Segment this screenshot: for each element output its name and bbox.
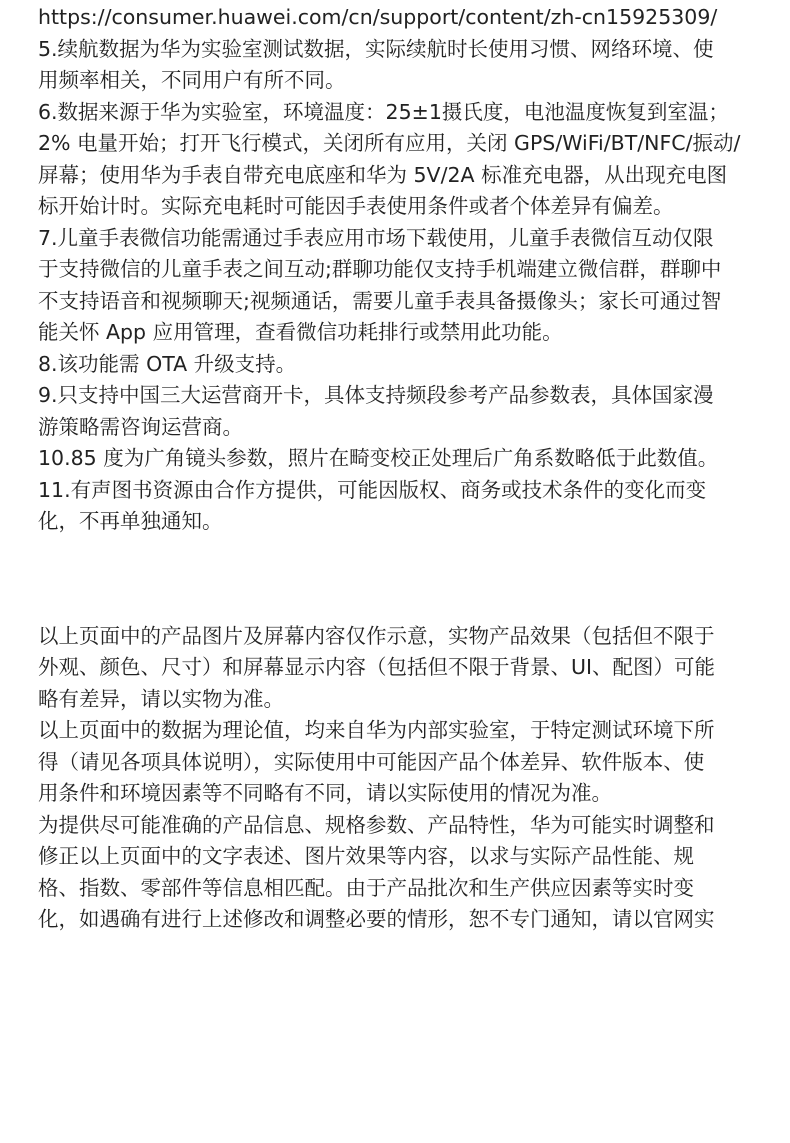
disclaimer-paragraph-updates [38, 810, 754, 936]
note-line: 8.该功能需 OTA 升级支持。 [38, 351, 297, 376]
disclaimer-paragraph-images [38, 621, 754, 716]
note-line: 2% 电量开始；打开飞行模式，关闭所有应用，关闭 GPS/WiFi/BT/NFC/振动/ [38, 131, 741, 155]
disclaimer-line: 格、指数、零部件等信息相匹配。由于产品批次和生产供应因素等实时变 [38, 875, 694, 900]
note-line: 游策略需咨询运营商。 [38, 414, 243, 439]
note-line: 10.85 度为广角镜头参数，照片在畸变校正处理后广角系数略低于此数值。 [38, 446, 719, 470]
note-6 [38, 97, 754, 223]
disclaimer-section [38, 621, 754, 936]
footnotes-section [38, 2, 754, 538]
document-body [38, 2, 754, 936]
note-7 [38, 223, 754, 349]
disclaimer-line: 以上页面中的产品图片及屏幕内容仅作示意，实物产品效果（包括但不限于 [38, 623, 715, 648]
note-line: 化，不再单独通知。 [38, 509, 223, 533]
disclaimer-paragraph-data [38, 715, 754, 810]
note-10 [38, 443, 754, 475]
note-line: 9.只支持中国三大运营商开卡，具体支持频段参考产品参数表，具体国家漫 [38, 383, 714, 407]
note-line: 5.续航数据为华为实验室测试数据，实际续航时长使用习惯、网络环境、使 [38, 36, 714, 61]
note-5 [38, 34, 754, 97]
disclaimer-line: 略有差异，请以实物为准。 [38, 686, 284, 711]
note-line: 用频率相关，不同用户有所不同。 [38, 68, 346, 92]
note-line: 能关怀 App 应用管理，查看微信功耗排行或禁用此功能。 [38, 320, 563, 344]
disclaimer-line: 以上页面中的数据为理论值，均来自华为内部实验室，于特定测试环境下所 [38, 718, 715, 742]
note-8 [38, 349, 754, 381]
note-line: 11.有声图书资源由合作方提供，可能因版权、商务或技术条件的变化而变 [38, 477, 707, 502]
note-line: 6.数据来源于华为实验室，环境温度：25±1摄氏度，电池温度恢复到室温； [38, 99, 729, 124]
note-9 [38, 380, 754, 443]
disclaimer-line: 化，如遇确有进行上述修改和调整必要的情形，恕不专门通知，请以官网实 [38, 907, 715, 931]
disclaimer-line: 用条件和环境因素等不同略有不同，请以实际使用的情况为准。 [38, 781, 612, 805]
section-spacer [38, 538, 754, 621]
disclaimer-line: 得（请见各项具体说明），实际使用中可能因产品个体差异、软件版本、使 [38, 749, 705, 774]
reference-url[interactable]: https://consumer.huawei.com/cn/support/content/zh-cn15925309/ [38, 5, 718, 29]
note-line: 不支持语音和视频聊天;视频通话，需要儿童手表具备摄像头；家长可通过智 [38, 288, 722, 313]
disclaimer-line: 修正以上页面中的文字表述、图片效果等内容，以求与实际产品性能、规 [38, 844, 694, 868]
note-line: 标开始计时。实际充电耗时可能因手表使用条件或者个体差异有偏差。 [38, 194, 674, 218]
note-11 [38, 475, 754, 538]
note-line: 屏幕；使用华为手表自带充电底座和华为 5V/2A 标准充电器，从出现充电图 [38, 162, 728, 187]
disclaimer-line: 外观、颜色、尺寸）和屏幕显示内容（包括但不限于背景、UI、配图）可能 [38, 655, 716, 679]
disclaimer-line: 为提供尽可能准确的产品信息、规格参数、产品特性，华为可能实时调整和 [38, 812, 715, 837]
note-line: 7.儿童手表微信功能需通过手表应用市场下载使用，儿童手表微信互动仅限 [38, 225, 714, 250]
note-line: 于支持微信的儿童手表之间互动;群聊功能仅支持手机端建立微信群，群聊中 [38, 257, 722, 281]
